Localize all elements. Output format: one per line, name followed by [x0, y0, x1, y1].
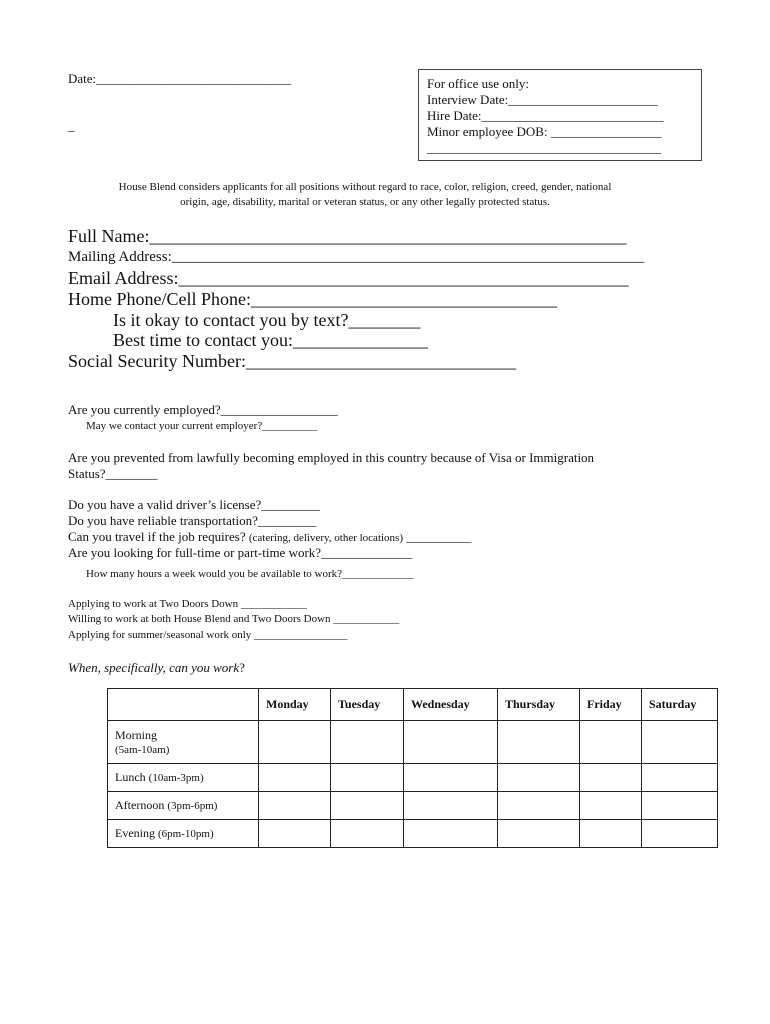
- email-address-field[interactable]: Email Address:__________________________________________________: [68, 268, 629, 288]
- cell-lunch-wednesday[interactable]: [404, 764, 498, 792]
- cell-evening-wednesday[interactable]: [404, 820, 498, 848]
- row-label-text: Afternoon: [115, 798, 165, 812]
- office-use-box: [418, 69, 702, 161]
- cell-afternoon-monday[interactable]: [259, 792, 331, 820]
- best-time-field[interactable]: Best time to contact you:_______________: [113, 330, 428, 350]
- equal-opportunity-notice: [60, 180, 670, 210]
- both-locations-field[interactable]: Willing to work at both House Blend and Two Doors Down ____________: [68, 613, 400, 625]
- hire-date-field[interactable]: Hire Date:____________________________: [427, 108, 664, 123]
- header-wednesday: Wednesday: [404, 689, 498, 721]
- mailing-address-field[interactable]: Mailing Address:_______________________________________________________________: [68, 249, 645, 265]
- table-row-afternoon: [108, 792, 718, 820]
- availability-table: [107, 688, 718, 848]
- row-label-morning: [108, 721, 259, 764]
- cell-afternoon-saturday[interactable]: [642, 792, 718, 820]
- hours-per-week-field[interactable]: How many hours a week would you be available to work?_____________: [86, 568, 414, 580]
- cell-afternoon-friday[interactable]: [580, 792, 642, 820]
- cell-afternoon-wednesday[interactable]: [404, 792, 498, 820]
- row-label-text: Lunch: [115, 770, 146, 784]
- cell-morning-monday[interactable]: [259, 721, 331, 764]
- drivers-license-field[interactable]: Do you have a valid driver’s license?_________: [68, 497, 320, 512]
- immigration-status-field[interactable]: Status?________: [68, 466, 158, 481]
- header-thursday: Thursday: [498, 689, 580, 721]
- header-friday: Friday: [580, 689, 642, 721]
- office-use-title: For office use only:: [427, 76, 529, 91]
- row-hours-text: (6pm-10pm): [158, 828, 214, 840]
- ssn-field[interactable]: Social Security Number:______________________________: [68, 351, 516, 371]
- header-monday: Monday: [259, 689, 331, 721]
- row-label-text: Morning: [115, 727, 157, 742]
- row-label-text: Evening: [115, 826, 155, 840]
- cell-lunch-saturday[interactable]: [642, 764, 718, 792]
- cell-morning-saturday[interactable]: [642, 721, 718, 764]
- availability-question-text: When, specifically, can you work: [68, 660, 240, 675]
- cell-afternoon-tuesday[interactable]: [331, 792, 404, 820]
- currently-employed-field[interactable]: Are you currently employed?__________________: [68, 402, 338, 417]
- minor-dob-field[interactable]: Minor employee DOB: _________________: [427, 124, 662, 139]
- cell-lunch-friday[interactable]: [580, 764, 642, 792]
- row-label-lunch: [108, 764, 259, 792]
- cell-lunch-thursday[interactable]: [498, 764, 580, 792]
- cell-evening-thursday[interactable]: [498, 820, 580, 848]
- row-hours-text: (3pm-6pm): [167, 800, 218, 812]
- may-contact-employer-field[interactable]: May we contact your current employer?__________: [86, 420, 318, 432]
- cell-evening-friday[interactable]: [580, 820, 642, 848]
- office-blank-line[interactable]: ____________________________________: [427, 140, 661, 155]
- dash-mark: _: [68, 118, 75, 133]
- notice-line-2: origin, age, disability, marital or veteran status, or any other legally protected status.: [180, 196, 550, 208]
- cell-morning-thursday[interactable]: [498, 721, 580, 764]
- table-row-evening: [108, 820, 718, 848]
- availability-question-mark: ?: [239, 660, 245, 675]
- transportation-field[interactable]: Do you have reliable transportation?_________: [68, 513, 317, 528]
- interview-date-field[interactable]: Interview Date:_______________________: [427, 92, 658, 107]
- full-part-time-field[interactable]: Are you looking for full-time or part-time work?______________: [68, 545, 413, 560]
- table-header-row: [108, 689, 718, 721]
- cell-evening-tuesday[interactable]: [331, 820, 404, 848]
- notice-line-1: House Blend considers applicants for all positions without regard to race, color, religion, creed, gender, national: [118, 181, 612, 193]
- travel-field[interactable]: [68, 529, 471, 545]
- cell-evening-saturday[interactable]: [642, 820, 718, 848]
- row-hours-text: (10am-3pm): [148, 772, 204, 784]
- cell-morning-tuesday[interactable]: [331, 721, 404, 764]
- two-doors-field[interactable]: Applying to work at Two Doors Down ____________: [68, 598, 307, 610]
- phone-field[interactable]: Home Phone/Cell Phone:__________________________________: [68, 289, 557, 309]
- availability-question: [68, 660, 245, 676]
- header-saturday: Saturday: [642, 689, 718, 721]
- cell-evening-monday[interactable]: [259, 820, 331, 848]
- travel-question: Can you travel if the job requires?: [68, 529, 249, 544]
- row-hours-text: (5am-10am): [115, 743, 170, 756]
- cell-lunch-monday[interactable]: [259, 764, 331, 792]
- table-row-morning: [108, 721, 718, 764]
- text-ok-field[interactable]: Is it okay to contact you by text?________: [113, 310, 421, 330]
- full-name-field[interactable]: Full Name:_____________________________________________________: [68, 226, 627, 246]
- cell-morning-wednesday[interactable]: [404, 721, 498, 764]
- travel-blank[interactable]: __________: [403, 529, 472, 544]
- table-corner-cell: [108, 689, 259, 721]
- seasonal-field[interactable]: Applying for summer/seasonal work only _________________: [68, 629, 348, 641]
- immigration-question-line-1: Are you prevented from lawfully becoming employed in this country because of Visa or Immigration: [68, 450, 595, 465]
- travel-examples: (catering, delivery, other locations): [248, 532, 403, 544]
- row-label-evening: [108, 820, 259, 848]
- cell-lunch-tuesday[interactable]: [331, 764, 404, 792]
- cell-afternoon-thursday[interactable]: [498, 792, 580, 820]
- table-row-lunch: [108, 764, 718, 792]
- date-field[interactable]: Date:______________________________: [68, 71, 292, 86]
- row-label-afternoon: [108, 792, 259, 820]
- header-tuesday: Tuesday: [331, 689, 404, 721]
- cell-morning-friday[interactable]: [580, 721, 642, 764]
